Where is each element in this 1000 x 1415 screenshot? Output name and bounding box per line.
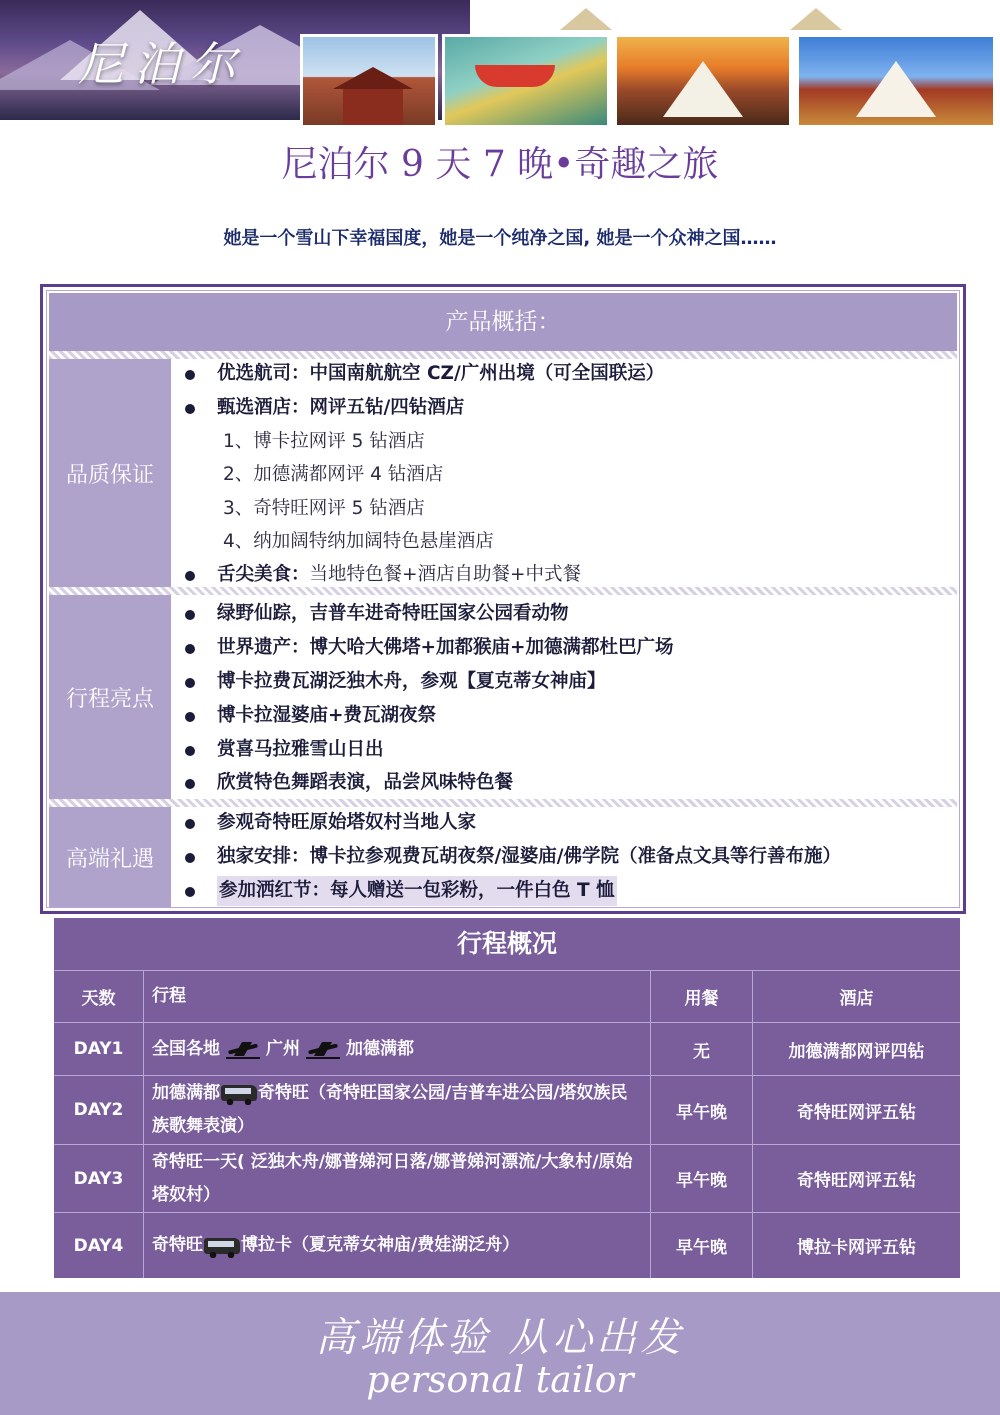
plane-icon	[306, 1039, 340, 1059]
section-label: 高端礼遇	[49, 807, 171, 907]
banner-title: 尼泊尔	[78, 37, 246, 91]
divider	[49, 799, 957, 807]
footer-slogan: 高端体验 从心出发	[315, 1315, 685, 1361]
itinerary-title: 行程概况	[456, 929, 557, 958]
quality-section	[49, 359, 957, 587]
section-label: 行程亮点	[49, 595, 171, 799]
bullet-icon	[185, 678, 195, 688]
bullet-icon	[185, 853, 195, 863]
bullet-icon	[185, 610, 195, 620]
header-banner	[0, 0, 1000, 128]
bullet-icon	[185, 571, 195, 581]
section-body: 参观奇特旺原始塔奴村当地人家 独家安排：博卡拉参观费瓦胡夜祭/湿婆庙/佛学院（准备点文具等行善布施） 参加洒红节：每人赠送一包彩粉，一件白色 T 恤	[171, 807, 957, 907]
table-row: DAY3 奇特旺一天( 泛独木舟/娜普娣河日落/娜普娣河漂流/大象村/原始塔奴村） 早午晚 奇特旺网评五钻	[54, 1144, 960, 1212]
bullet-icon	[185, 370, 195, 380]
bullet-icon	[185, 887, 195, 897]
column-header: 用餐	[651, 971, 753, 1022]
plane-icon	[226, 1039, 260, 1059]
bus-icon	[221, 1085, 257, 1101]
boats-photo	[442, 34, 610, 128]
bus-icon	[204, 1238, 240, 1254]
column-header: 天数	[54, 971, 144, 1022]
page-title: 尼泊尔 9 天 7 晚•奇趣之旅	[281, 144, 719, 185]
divider	[49, 351, 957, 359]
bullet-icon	[185, 746, 195, 756]
bullet-icon	[185, 819, 195, 829]
column-header: 酒店	[839, 989, 874, 1009]
bullet-icon	[185, 644, 195, 654]
bullet-icon	[185, 712, 195, 722]
bullet-icon	[185, 779, 195, 789]
vip-section	[49, 807, 957, 907]
section-body: 优选航司：中国南航航空 CZ/广州出境（可全国联运） 甄选酒店：网评五钻/四钻酒店 1、博卡拉网评 5 钻酒店 2、加德满都网评 4 钻酒店 3、奇特旺网评 5 钻酒店 4、纳加阔特纳加阔特色悬崖酒店 舌尖美食：当地特色餐+酒店自助餐+中式餐	[171, 359, 957, 587]
footer-subtitle: personal tailor	[366, 1360, 634, 1401]
mountain-peak-shape	[560, 8, 612, 30]
temple-photo	[300, 34, 438, 128]
table-header-row	[54, 970, 960, 1022]
section-body: 绿野仙踪，吉普车进奇特旺国家公园看动物 世界遗产：博大哈大佛塔+加都猴庙+加德满都杜巴广场 博卡拉费瓦湖泛独木舟，参观【夏克蒂女神庙】 博卡拉湿婆庙+费瓦湖夜祭 赏喜马拉雅雪山日出 欣赏特色舞蹈表演，品尝风味特色餐	[171, 595, 957, 799]
bullet-icon	[185, 404, 195, 414]
divider	[49, 587, 957, 595]
itinerary-table	[54, 918, 960, 1278]
stupa-sunset-photo	[614, 34, 792, 128]
mountain-peak-shape	[790, 8, 842, 30]
table-row: DAY4 奇特旺 博拉卡（夏克蒂女神庙/费娃湖泛舟） 早午晚 博拉卡网评五钻	[54, 1212, 960, 1278]
stupa-sky-photo	[796, 34, 996, 128]
footer-banner	[0, 1292, 1000, 1415]
highlights-section	[49, 595, 957, 799]
section-label: 品质保证	[49, 359, 171, 587]
page-subtitle: 她是一个雪山下幸福国度，她是一个纯净之国, 她是一个众神之国……	[223, 228, 777, 249]
overview-header: 产品概括：	[49, 293, 957, 351]
column-header: 行程	[144, 971, 651, 1022]
product-overview-box	[40, 284, 966, 914]
table-row: DAY2 加德满都 奇特旺（奇特旺国家公园/吉普车进公园/塔奴族民族歌舞表演） 早午晚 奇特旺网评五钻	[54, 1075, 960, 1144]
table-row: DAY1 全国各地 广州 加德满都 无 加德满都网评四钻	[54, 1022, 960, 1075]
